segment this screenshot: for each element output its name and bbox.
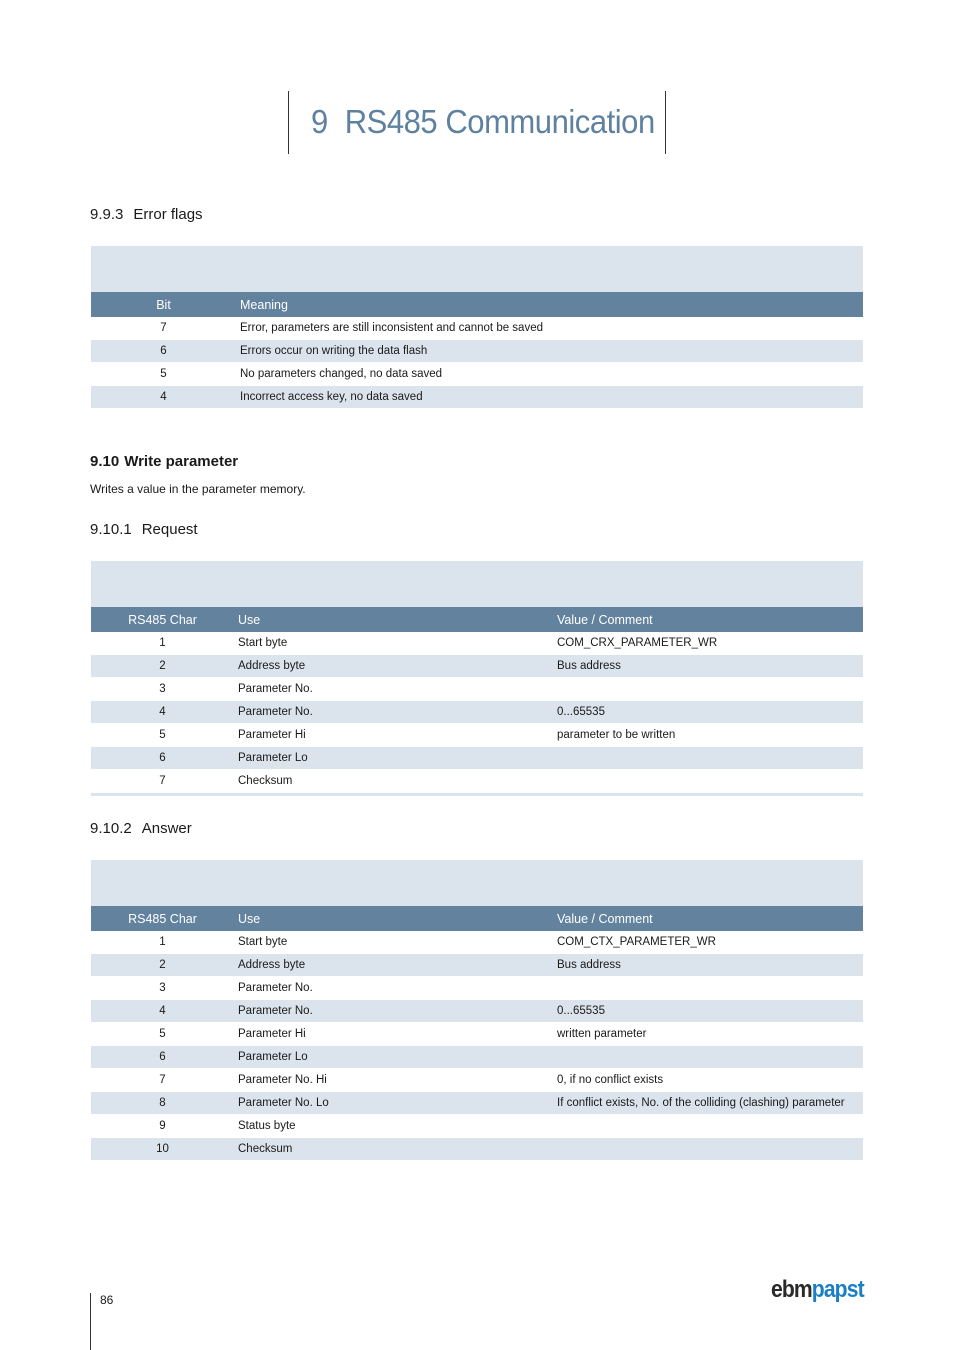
- table-caption-band: [91, 860, 863, 906]
- table-row: [91, 1023, 863, 1046]
- table-row: [91, 655, 863, 678]
- table-cell: 7: [91, 1069, 234, 1092]
- table-cell: 0...65535: [553, 701, 863, 724]
- column-header-value-comment: Value / Comment: [553, 906, 863, 931]
- write-parameter-heading: [90, 453, 238, 470]
- request-heading: [90, 521, 198, 538]
- table-row: [91, 678, 863, 701]
- request-table: [91, 607, 863, 793]
- table-row: [91, 747, 863, 770]
- table-row: [91, 1138, 863, 1161]
- chapter-header: [288, 91, 666, 154]
- error-flags-table: [91, 292, 863, 409]
- table-cell: written parameter: [553, 1023, 863, 1046]
- table-cell: Status byte: [234, 1115, 553, 1138]
- table-cell: Bus address: [553, 954, 863, 977]
- table-cell: Parameter No. Lo: [234, 1092, 553, 1115]
- table-cell: Address byte: [234, 954, 553, 977]
- table-cell: Parameter No.: [234, 678, 553, 701]
- table-cell: 4: [91, 1000, 234, 1023]
- table-cell: Error, parameters are still inconsistent and cannot be saved: [236, 317, 863, 340]
- request-table-block: [91, 561, 863, 796]
- heading-number: 9.10.2: [90, 820, 132, 837]
- table-cell: 5: [91, 363, 236, 386]
- logo-part-papst: papst: [811, 1276, 864, 1303]
- table-cell: Bus address: [553, 655, 863, 678]
- table-cell: 6: [91, 1046, 234, 1069]
- table-row: [91, 954, 863, 977]
- error-flags-table-block: [91, 246, 863, 409]
- table-cell: 3: [91, 977, 234, 1000]
- table-cell: No parameters changed, no data saved: [236, 363, 863, 386]
- table-cell: [553, 678, 863, 701]
- table-cell: Parameter Hi: [234, 724, 553, 747]
- ebmpapst-logo: [771, 1276, 864, 1304]
- table-cell: COM_CTX_PARAMETER_WR: [553, 931, 863, 954]
- table-row: [91, 1092, 863, 1115]
- table-row: [91, 1046, 863, 1069]
- table-cell: 10: [91, 1138, 234, 1161]
- table-cell: 4: [91, 386, 236, 409]
- table-cell: parameter to be written: [553, 724, 863, 747]
- logo-part-ebm: ebm: [771, 1276, 812, 1303]
- table-cell: Checksum: [234, 1138, 553, 1161]
- table-cell: Parameter Lo: [234, 747, 553, 770]
- table-cell: Incorrect access key, no data saved: [236, 386, 863, 409]
- table-cell: Start byte: [234, 931, 553, 954]
- answer-table-block: [91, 860, 863, 1161]
- table-cell: 5: [91, 1023, 234, 1046]
- heading-text: Request: [141, 521, 198, 538]
- heading-text: Error flags: [133, 206, 203, 223]
- table-header-row: [91, 906, 863, 931]
- table-cell: Parameter No. Hi: [234, 1069, 553, 1092]
- table-row: [91, 770, 863, 793]
- table-cell: Parameter Hi: [234, 1023, 553, 1046]
- table-cell: 2: [91, 954, 234, 977]
- table-cell: [553, 1046, 863, 1069]
- column-header-value-comment: Value / Comment: [553, 607, 863, 632]
- table-cell: Errors occur on writing the data flash: [236, 340, 863, 363]
- table-row: [91, 363, 863, 386]
- table-row: [91, 1069, 863, 1092]
- table-row: [91, 701, 863, 724]
- table-row: [91, 724, 863, 747]
- page-number: 86: [100, 1293, 114, 1307]
- column-header-rs485-char: RS485 Char: [91, 906, 234, 931]
- heading-number: 9.10.1: [90, 521, 132, 538]
- table-cell: 0...65535: [553, 1000, 863, 1023]
- table-cell: 1: [91, 632, 234, 655]
- table-bottom-rule: [91, 793, 863, 796]
- table-caption-band: [91, 246, 863, 292]
- page-footer-rule: [90, 1293, 91, 1350]
- table-cell: [553, 1138, 863, 1161]
- table-row: [91, 1115, 863, 1138]
- column-header-meaning: Meaning: [236, 292, 863, 317]
- table-header-row: [91, 607, 863, 632]
- column-header-rs485-char: RS485 Char: [91, 607, 234, 632]
- table-cell: Start byte: [234, 632, 553, 655]
- chapter-number: 9: [311, 103, 328, 140]
- heading-text: Write parameter: [124, 453, 239, 470]
- table-cell: 6: [91, 747, 234, 770]
- table-caption-band: [91, 561, 863, 607]
- table-cell: [553, 977, 863, 1000]
- table-cell: 0, if no conflict exists: [553, 1069, 863, 1092]
- table-cell: 7: [91, 317, 236, 340]
- table-cell: 1: [91, 931, 234, 954]
- heading-number: 9.9.3: [90, 206, 124, 223]
- answer-heading: [90, 820, 192, 837]
- table-cell: 9: [91, 1115, 234, 1138]
- write-parameter-description: Writes a value in the parameter memory.: [90, 482, 306, 496]
- table-row: [91, 340, 863, 363]
- table-cell: 4: [91, 701, 234, 724]
- table-cell: If conflict exists, No. of the colliding (clashing) parameter: [553, 1092, 863, 1115]
- table-cell: Parameter No.: [234, 977, 553, 1000]
- table-row: [91, 317, 863, 340]
- column-header-bit: Bit: [91, 292, 236, 317]
- table-row: [91, 931, 863, 954]
- table-cell: Parameter Lo: [234, 1046, 553, 1069]
- table-cell: 5: [91, 724, 234, 747]
- table-cell: Address byte: [234, 655, 553, 678]
- error-flags-heading: [90, 206, 203, 223]
- column-header-use: Use: [234, 906, 553, 931]
- table-cell: Checksum: [234, 770, 553, 793]
- table-cell: 8: [91, 1092, 234, 1115]
- table-cell: [553, 770, 863, 793]
- table-cell: Parameter No.: [234, 1000, 553, 1023]
- table-row: [91, 977, 863, 1000]
- heading-number: 9.10: [90, 453, 120, 470]
- table-cell: [553, 1115, 863, 1138]
- table-cell: 3: [91, 678, 234, 701]
- table-cell: Parameter No.: [234, 701, 553, 724]
- table-cell: 7: [91, 770, 234, 793]
- table-cell: COM_CRX_PARAMETER_WR: [553, 632, 863, 655]
- heading-text: Answer: [141, 820, 192, 837]
- table-cell: 6: [91, 340, 236, 363]
- column-header-use: Use: [234, 607, 553, 632]
- chapter-title-text: RS485 Communication: [344, 103, 655, 140]
- chapter-title: [311, 103, 655, 141]
- table-row: [91, 632, 863, 655]
- table-row: [91, 1000, 863, 1023]
- table-row: [91, 386, 863, 409]
- table-cell: [553, 747, 863, 770]
- answer-table: [91, 906, 863, 1161]
- table-cell: 2: [91, 655, 234, 678]
- table-header-row: [91, 292, 863, 317]
